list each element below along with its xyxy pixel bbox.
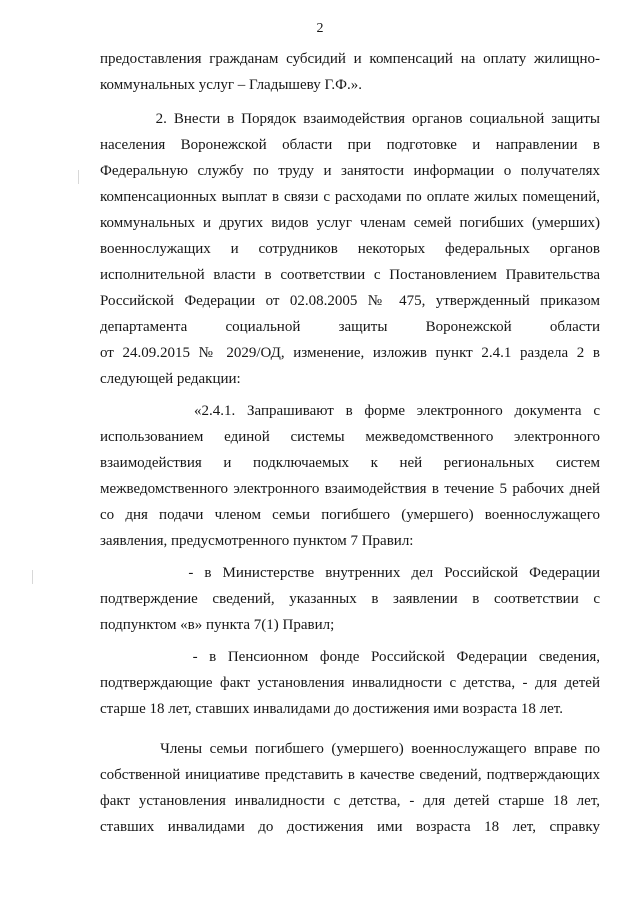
margin-mark [78,170,79,184]
text-line: коммунальных услуг – Гладышеву Г.Ф.». [100,77,363,93]
paragraph-para2 [100,106,600,392]
paragraph-spacer [100,98,600,106]
text-line: подтверждающие факт установления инвалидности с детства, - для детей [100,675,600,691]
text-line: - в Пенсионном фонде Российской Федерации сведения, [100,649,600,665]
margin-mark [32,570,33,584]
paragraph-bullet2 [100,644,600,722]
text-line: военнослужащих и сотрудников некоторых федеральных органов [100,241,600,257]
text-line: факт установления инвалидности с детства, - для детей старше 18 лет, [100,793,600,809]
text-line: следующей редакции: [100,371,241,387]
text-line: компенсационных выплат в связи с расходами по оплате жилых помещений, [100,189,600,205]
text-line: подпунктом «в» пункта 7(1) Правил; [100,617,335,633]
text-line: предоставления гражданам субсидий и компенсаций на оплату жилищно- [100,51,600,67]
text-line: межведомственного электронного взаимодействия в течение 5 рабочих дней [100,481,600,497]
text-line: собственной инициативе представить в качестве сведений, подтверждающих [100,767,600,783]
text-line: ставших инвалидами до достижения ими возраста 18 лет, справку [100,819,600,835]
text-line: 2. Внести в Порядок взаимодействия органов социальной защиты [100,111,600,127]
text-line: использованием единой системы межведомственного электронного [100,429,600,445]
text-line: населения Воронежской области при подготовке и направлении в [100,137,600,153]
text-line: подтверждение сведений, указанных в заявлении в соответствии с [100,591,600,607]
page-number: 2 [316,21,324,36]
text-line: старше 18 лет, ставших инвалидами до достижения ими возраста 18 лет. [100,701,563,717]
text-line: «2.4.1. Запрашивают в форме электронного документа с [100,403,600,419]
paragraph-para241 [100,398,600,554]
text-line: взаимодействия и подключаемых к ней региональных систем [100,455,600,471]
text-line: Члены семьи погибшего (умершего) военнослужащего вправе по [100,741,600,757]
text-line: коммунальных и других видов услуг членам семей погибших (умерших) [100,215,600,231]
text-line: Российской Федерации от 02.08.2005 № 475, утвержденный приказом [100,293,600,309]
paragraph-para_final [100,736,600,840]
document-body [100,46,600,840]
paragraph-intro [100,46,600,98]
text-line: заявления, предусмотренного пунктом 7 Правил: [100,533,414,549]
text-line: со дня подачи членом семьи погибшего (умершего) военнослужащего [100,507,600,523]
paragraph-bullet1 [100,560,600,638]
paragraph-spacer [100,722,600,736]
text-line: департамента социальной защиты Воронежской области [100,319,600,335]
text-line: - в Министерстве внутренних дел Российской Федерации [100,565,600,581]
text-line: Федеральную службу по труду и занятости информации о получателях [100,163,600,179]
text-line: от 24.09.2015 № 2029/ОД, изменение, изложив пункт 2.4.1 раздела 2 в [100,345,600,361]
text-line: исполнительной власти в соответствии с Постановлением Правительства [100,267,600,283]
